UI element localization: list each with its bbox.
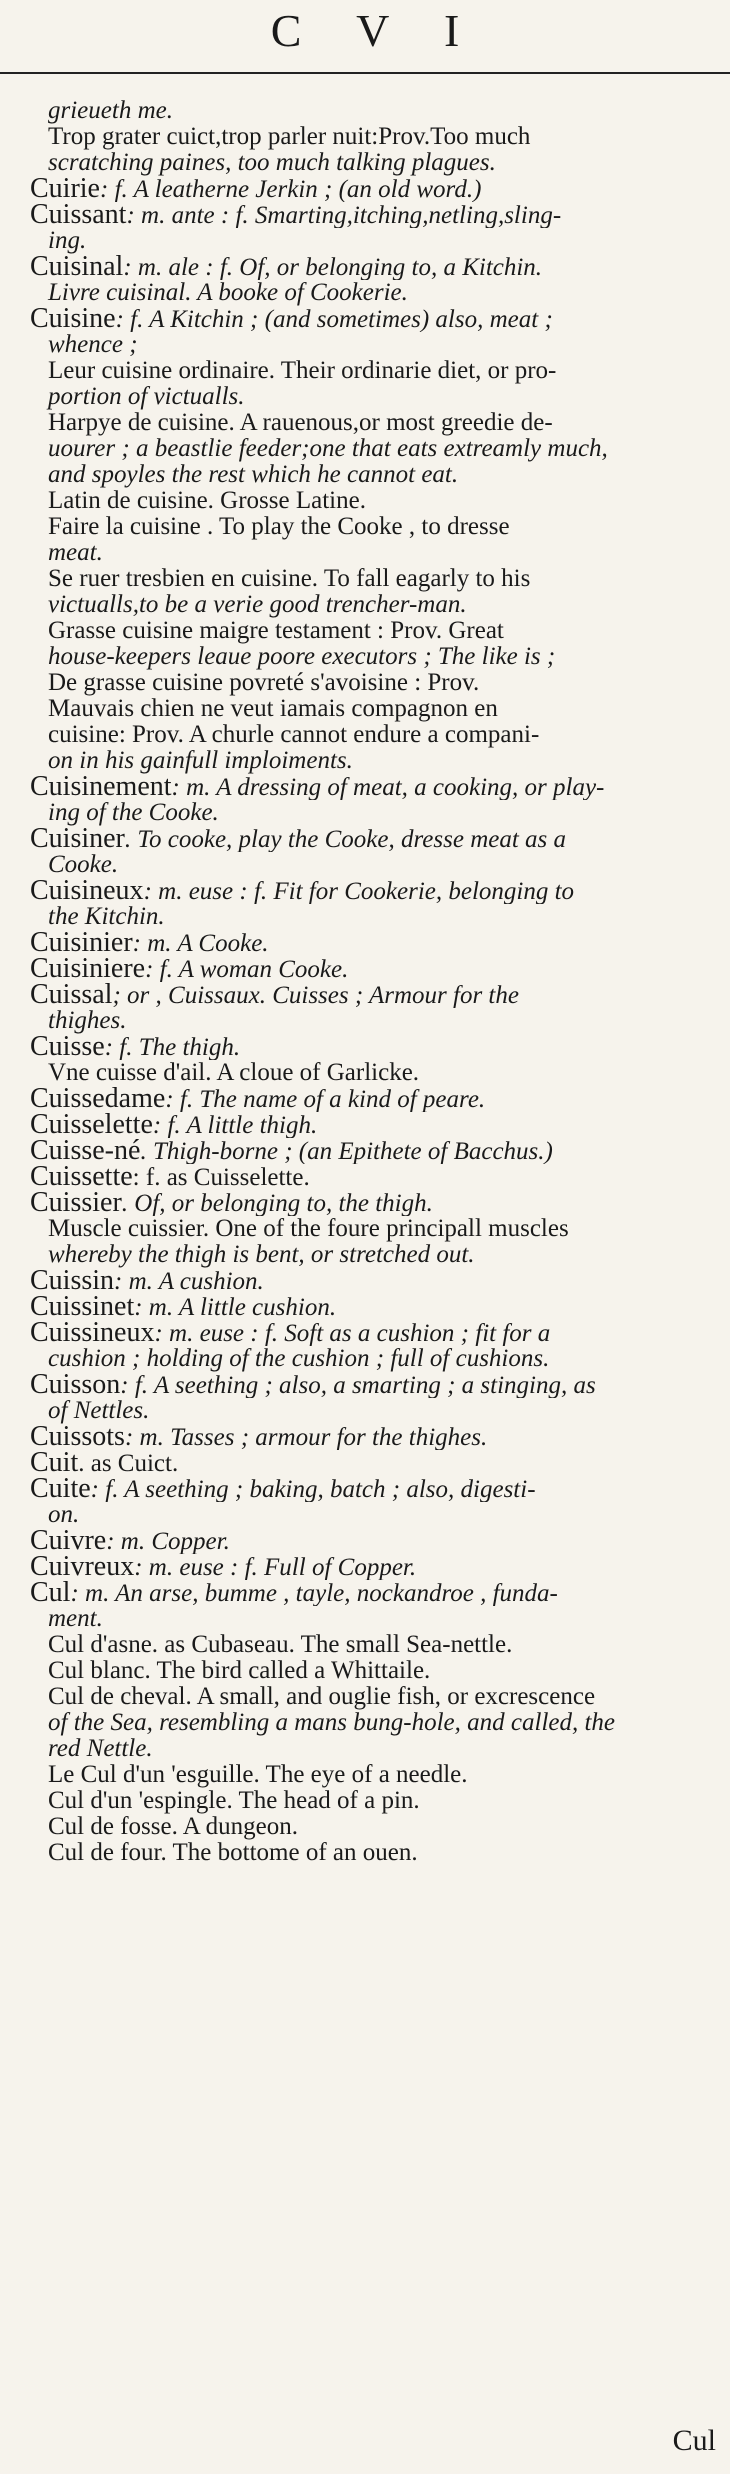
entry-line-headword xyxy=(0,1554,730,1580)
entry-text: cuisine: Prov. A churle cannot endure a compani- xyxy=(48,722,540,748)
entry-line xyxy=(0,1060,730,1086)
entry-line xyxy=(0,1814,730,1840)
entry-line xyxy=(0,696,730,722)
entry-text: whereby the thigh is bent, or stretched out. xyxy=(48,1242,475,1268)
entry-line xyxy=(0,1398,730,1424)
headword: Cuisine xyxy=(30,306,116,332)
entry-text: Leur cuisine ordinaire. Their ordinarie diet, or pro- xyxy=(48,358,557,384)
entry-text: De grasse cuisine povreté s'avoisine : Prov. xyxy=(48,670,480,696)
entry-text: Cul de fosse. A dungeon. xyxy=(48,1814,298,1840)
entry-text: Cul de four. The bottome of an ouen. xyxy=(48,1840,418,1866)
entry-text: of Nettles. xyxy=(48,1398,150,1424)
entry-line xyxy=(0,150,730,176)
entry-text: : m. euse : f. Full of Copper. xyxy=(134,1554,417,1580)
entry-line-headword xyxy=(0,1320,730,1346)
entry-text: : f. A little thigh. xyxy=(152,1112,318,1138)
entry-text: : m. Copper. xyxy=(106,1528,230,1554)
entry-line-headword xyxy=(0,1034,730,1060)
entry-text: : f. A woman Cooke. xyxy=(145,956,349,982)
headword: Cuissin xyxy=(30,1268,115,1294)
entry-text: ing. xyxy=(48,228,87,254)
headword: Cuisinement xyxy=(30,774,172,800)
entry-line-headword xyxy=(0,1086,730,1112)
headword: Cuissinet xyxy=(30,1294,135,1320)
entry-text: uourer ; a beastlie feeder;one that eats extreamly much, xyxy=(48,436,608,462)
entry-text: grieueth me. xyxy=(48,98,173,124)
entry-line xyxy=(0,1008,730,1034)
headword: Cuisiner xyxy=(30,826,125,852)
entry-line-headword xyxy=(0,956,730,982)
page-header-number: C V I xyxy=(270,5,482,56)
headword: Cuissedame xyxy=(30,1086,166,1112)
entry-line xyxy=(0,1242,730,1268)
headword: Cuisinier xyxy=(30,930,133,956)
entry-text: cushion ; holding of the cushion ; full of cushions. xyxy=(48,1346,550,1372)
entry-text: Vne cuisse d'ail. A cloue of Garlicke. xyxy=(48,1060,420,1086)
entry-text: : m. Tasses ; armour for the thighes. xyxy=(124,1424,488,1450)
entry-line-headword xyxy=(0,1580,730,1606)
entry-line xyxy=(0,592,730,618)
entry-line-headword xyxy=(0,176,730,202)
entry-line-headword xyxy=(0,1372,730,1398)
entry-line xyxy=(0,1710,730,1736)
entry-line-headword xyxy=(0,930,730,956)
entry-text: . To cooke, play the Cooke, dresse meat as a xyxy=(124,826,567,852)
entry-text: whence ; xyxy=(48,332,138,358)
entry-text: the Kitchin. xyxy=(48,904,165,930)
headword: Cuit xyxy=(30,1450,79,1476)
entry-text: : f. A seething ; also, a smarting ; a stinging, as xyxy=(120,1372,596,1398)
entry-line xyxy=(0,800,730,826)
entry-line-headword xyxy=(0,1424,730,1450)
entry-line-headword xyxy=(0,1528,730,1554)
entry-line-headword xyxy=(0,982,730,1008)
entry-text: Grasse cuisine maigre testament : Prov. Great xyxy=(48,618,504,644)
entry-line xyxy=(0,852,730,878)
headword: Cuisse-né xyxy=(30,1138,141,1164)
entry-line-headword xyxy=(0,774,730,800)
entry-line xyxy=(0,904,730,930)
entry-text: . as Cuict. xyxy=(78,1450,179,1476)
entry-line xyxy=(0,1606,730,1632)
entry-line xyxy=(0,488,730,514)
entry-text: : f. as Cuisselette. xyxy=(132,1164,310,1190)
entry-line-headword xyxy=(0,1190,730,1216)
entry-line xyxy=(0,1346,730,1372)
headword: Cuivre xyxy=(30,1528,107,1554)
entry-text: : f. A leatherne Jerkin ; (an old word.) xyxy=(100,176,482,202)
headword: Cuisselette xyxy=(30,1112,153,1138)
entry-line xyxy=(0,748,730,774)
entry-text: : m. A cushion. xyxy=(114,1268,264,1294)
entry-text: : m. ale : f. Of, or belonging to, a Kitchin. xyxy=(123,254,543,280)
entry-line-headword xyxy=(0,202,730,228)
entry-line-headword xyxy=(0,1268,730,1294)
entry-line-headword xyxy=(0,1450,730,1476)
entry-text: Cooke. xyxy=(48,852,119,878)
entry-text: and spoyles the rest which he cannot eat. xyxy=(48,462,459,488)
entry-text: Mauvais chien ne veut iamais compagnon en xyxy=(48,696,498,722)
entry-line xyxy=(0,280,730,306)
entry-line xyxy=(0,1736,730,1762)
entry-text: : m. A little cushion. xyxy=(134,1294,337,1320)
headword: Cuisineux xyxy=(30,878,144,904)
entry-text: on. xyxy=(48,1502,80,1528)
headword: Cuirie xyxy=(30,176,100,202)
entry-line xyxy=(0,1632,730,1658)
entry-line xyxy=(0,618,730,644)
entry-text: . Thigh-borne ; (an Epithete of Bacchus.) xyxy=(140,1138,553,1164)
entry-text: meat. xyxy=(48,540,103,566)
entry-text: Cul d'un 'espingle. The head of a pin. xyxy=(48,1788,420,1814)
entry-text: house-keepers leaue poore executors ; The like is ; xyxy=(48,644,556,670)
headword: Cuissier xyxy=(30,1190,122,1216)
entry-text: : f. A seething ; baking, batch ; also, digesti- xyxy=(90,1476,536,1502)
headword: Cuissots xyxy=(30,1424,125,1450)
entry-text: : m. A Cooke. xyxy=(132,930,269,956)
entry-line-headword xyxy=(0,1164,730,1190)
entry-text: Harpye de cuisine. A rauenous,or most greedie de- xyxy=(48,410,553,436)
entry-line xyxy=(0,1684,730,1710)
headword: Cuissineux xyxy=(30,1320,155,1346)
entry-line xyxy=(0,358,730,384)
entry-line-headword xyxy=(0,254,730,280)
entry-line-headword xyxy=(0,826,730,852)
entry-line-headword xyxy=(0,1138,730,1164)
entry-text: : f. A Kitchin ; (and sometimes) also, meat ; xyxy=(115,306,553,332)
entry-line xyxy=(0,228,730,254)
entry-text: : f. The thigh. xyxy=(104,1034,241,1060)
entry-line-headword xyxy=(0,1294,730,1320)
headword: Cuisse xyxy=(30,1034,105,1060)
headword: Cul xyxy=(30,1580,71,1606)
entry-line xyxy=(0,722,730,748)
entry-text: scratching paines, too much talking plagues. xyxy=(48,150,496,176)
entry-line xyxy=(0,436,730,462)
entry-line xyxy=(0,670,730,696)
entry-line xyxy=(0,1840,730,1866)
entry-line xyxy=(0,384,730,410)
entry-text: Cul de cheval. A small, and ouglie fish, or excrescence xyxy=(48,1684,596,1710)
entry-line-headword xyxy=(0,306,730,332)
entry-text: victualls,to be a verie good trencher-man. xyxy=(48,592,467,618)
entry-text: Cul d'asne. as Cubaseau. The small Sea-nettle. xyxy=(48,1632,513,1658)
entry-text: Muscle cuissier. One of the foure principall muscles xyxy=(48,1216,569,1242)
entry-text: : f. The name of a kind of peare. xyxy=(165,1086,486,1112)
headword: Cuivreux xyxy=(30,1554,135,1580)
entry-line xyxy=(0,566,730,592)
entry-text: Latin de cuisine. Grosse Latine. xyxy=(48,488,366,514)
entry-line xyxy=(0,124,730,150)
entry-text: ; or , Cuissaux. Cuisses ; Armour for the xyxy=(112,982,519,1008)
entry-line xyxy=(0,1216,730,1242)
entry-text: thighes. xyxy=(48,1008,127,1034)
headword: Cuisson xyxy=(30,1372,121,1398)
headword: Cuissant xyxy=(30,202,127,228)
entry-line-headword xyxy=(0,1112,730,1138)
entry-text: ment. xyxy=(48,1606,103,1632)
dictionary-entries xyxy=(0,98,730,1866)
entry-text: : m. A dressing of meat, a cooking, or play- xyxy=(171,774,605,800)
entry-line-headword xyxy=(0,878,730,904)
entry-text: Trop grater cuict,trop parler nuit:Prov.Too much xyxy=(48,124,531,150)
headword: Cuisinal xyxy=(30,254,124,280)
header-rule xyxy=(0,72,730,74)
entry-line xyxy=(0,98,730,124)
entry-text: : m. An arse, bumme , tayle, nockandroe , funda- xyxy=(70,1580,558,1606)
entry-line xyxy=(0,1658,730,1684)
entry-line-headword xyxy=(0,1476,730,1502)
entry-text: red Nettle. xyxy=(48,1736,153,1762)
entry-line xyxy=(0,1502,730,1528)
entry-text: Cul blanc. The bird called a Whittaile. xyxy=(48,1658,431,1684)
entry-line xyxy=(0,1762,730,1788)
headword: Cuite xyxy=(30,1476,91,1502)
entry-text: Faire la cuisine . To play the Cooke , to dresse xyxy=(48,514,510,540)
entry-line xyxy=(0,332,730,358)
entry-line xyxy=(0,540,730,566)
entry-text: Se ruer tresbien en cuisine. To fall eagarly to his xyxy=(48,566,531,592)
entry-text: ing of the Cooke. xyxy=(48,800,219,826)
entry-text: : m. ante : f. Smarting,itching,netling,sling- xyxy=(126,202,562,228)
entry-text: : m. euse : f. Soft as a cushion ; fit for a xyxy=(154,1320,551,1346)
entry-line xyxy=(0,462,730,488)
entry-text: . Of, or belonging to, the thigh. xyxy=(121,1190,433,1216)
entry-text: Livre cuisinal. A booke of Cookerie. xyxy=(48,280,408,306)
entry-text: : m. euse : f. Fit for Cookerie, belonging to xyxy=(143,878,575,904)
entry-text: Le Cul d'un 'esguille. The eye of a needle. xyxy=(48,1762,468,1788)
entry-text: on in his gainfull imploiments. xyxy=(48,748,353,774)
headword: Cuissette xyxy=(30,1164,133,1190)
entry-line xyxy=(0,410,730,436)
headword: Cuisiniere xyxy=(30,956,146,982)
entry-line xyxy=(0,514,730,540)
entry-text: portion of victualls. xyxy=(48,384,245,410)
headword: Cuissal xyxy=(30,982,113,1008)
entry-line xyxy=(0,644,730,670)
entry-text: of the Sea, resembling a mans bung-hole, and called, the xyxy=(48,1710,616,1736)
entry-line xyxy=(0,1788,730,1814)
catchword: Cul xyxy=(672,2424,716,2457)
